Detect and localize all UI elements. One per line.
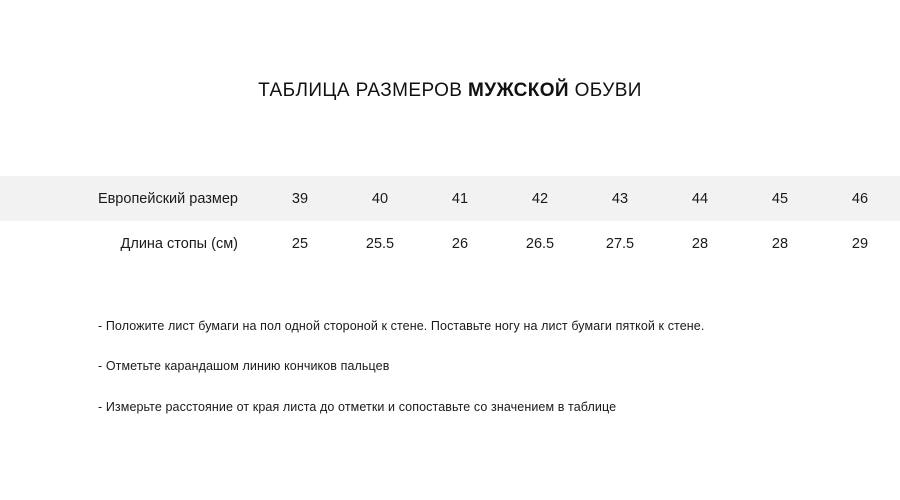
instruction-step-1: - Положите лист бумаги на пол одной стороной к стене. Поставьте ногу на лист бумаги пяткой к стене. bbox=[98, 319, 705, 333]
table-cell-len-4: 27.5 bbox=[605, 235, 635, 252]
table-row-european-size bbox=[0, 176, 900, 221]
page-title-suffix: ОБУВИ bbox=[568, 80, 642, 101]
table-cell-eu-4: 43 bbox=[611, 190, 629, 207]
instruction-step-2: - Отметьте карандашом линию кончиков пальцев bbox=[98, 359, 390, 374]
table-cell-len-3: 26.5 bbox=[525, 235, 555, 252]
table-cell-len-6: 28 bbox=[771, 235, 789, 252]
table-cell-len-0: 25 bbox=[291, 235, 309, 252]
table-cell-eu-3: 42 bbox=[531, 190, 549, 207]
table-cell-eu-7: 46 bbox=[851, 190, 869, 207]
table-cell-len-2: 26 bbox=[451, 235, 469, 252]
table-row-foot-length bbox=[0, 221, 900, 266]
table-cell-eu-6: 45 bbox=[771, 190, 789, 207]
page-title bbox=[0, 80, 900, 102]
row-label-european-size: Европейский размер bbox=[97, 190, 238, 207]
table-cell-eu-5: 44 bbox=[691, 190, 709, 207]
page-title-prefix: ТАБЛИЦА РАЗМЕРОВ bbox=[258, 80, 469, 101]
page-title-emphasis: МУЖСКОЙ bbox=[468, 80, 569, 101]
size-table bbox=[0, 176, 900, 266]
table-cell-eu-1: 40 bbox=[371, 190, 389, 207]
table-cell-eu-0: 39 bbox=[291, 190, 309, 207]
table-cell-eu-2: 41 bbox=[451, 190, 469, 207]
row-label-foot-length: Длина стопы (см) bbox=[120, 235, 238, 252]
instruction-step-3: - Измерьте расстояние от края листа до отметки и сопоставьте со значением в таблице bbox=[98, 399, 617, 414]
table-cell-len-5: 28 bbox=[691, 235, 709, 252]
table-cell-len-1: 25.5 bbox=[365, 235, 395, 252]
table-cell-len-7: 29 bbox=[851, 235, 869, 252]
size-table-wrapper bbox=[0, 176, 900, 266]
measurement-instructions bbox=[98, 318, 838, 415]
